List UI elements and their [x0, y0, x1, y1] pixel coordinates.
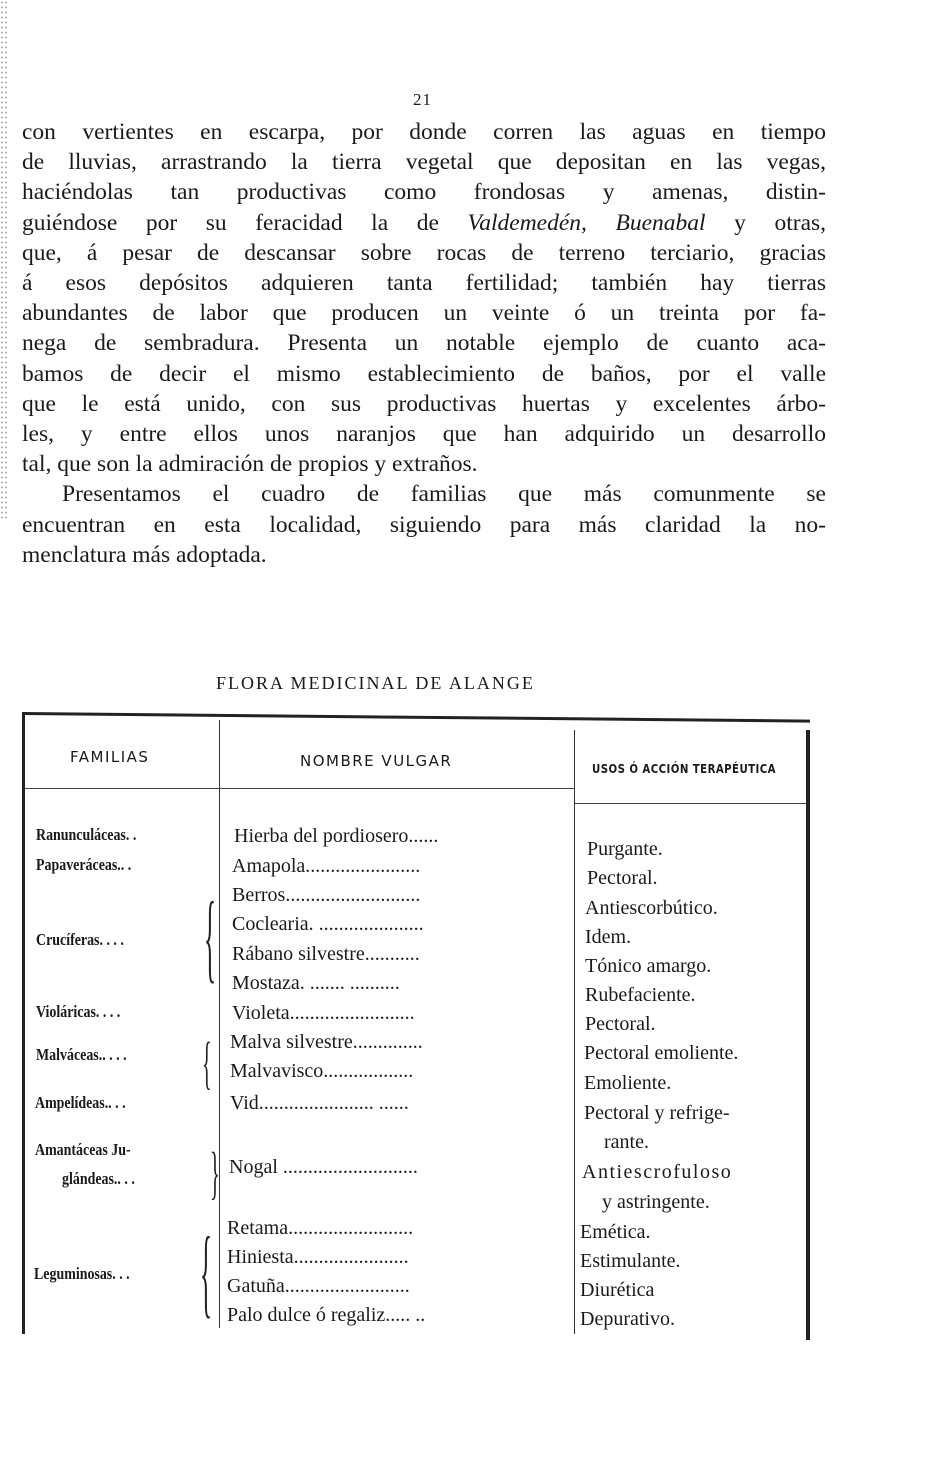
plant-name: Rábano silvestre........... [232, 943, 420, 965]
plant-name: Malvavisco.................. [230, 1060, 414, 1082]
text-line: menclatura más adoptada. [22, 541, 267, 568]
brace-icon: { [204, 881, 216, 992]
plant-name: Hierba del pordiosero...... [234, 825, 439, 847]
plant-name: Amapola....................... [232, 855, 421, 877]
scan-edge-artifact [0, 0, 8, 520]
plant-name: Gatuña......................... [227, 1275, 410, 1297]
family-name: Crucíferas. . . . [36, 930, 124, 949]
text-line: que, á pesar de descansar sobre rocas de terreno terciario, gracias [22, 239, 826, 266]
text-line: les, y entre ellos unos naranjos que han adquirido un desarrollo [22, 421, 826, 448]
plant-use: Estimulante. [580, 1250, 681, 1272]
plant-use: Emética. [580, 1221, 651, 1243]
family-name: Malváceas.. . . . [36, 1045, 127, 1064]
text-line: con vertientes en escarpa, por donde corren las aguas en tiempo [22, 119, 826, 145]
flora-table [22, 712, 810, 1337]
plant-use: Pectoral y refrige- [584, 1102, 730, 1124]
family-name: Amantáceas Ju- [35, 1140, 131, 1159]
text-line: á esos depósitos adquieren tanta fertilidad; también hay tierras [22, 270, 826, 297]
column-divider [219, 720, 220, 1328]
plant-name: Coclearia. ..................... [232, 913, 424, 935]
header-usos: USOS Ó ACCIÓN TERAPÉUTICA [592, 762, 776, 776]
header-divider [575, 803, 806, 804]
header-divider [25, 788, 575, 789]
table-title: FLORA MEDICINAL DE ALANGE [216, 673, 535, 693]
plant-use: Diurética [580, 1279, 655, 1301]
text-line: encuentran en esta localidad, siguiendo para más claridad la no- [22, 511, 826, 538]
plant-name: Hiniesta....................... [227, 1246, 409, 1268]
family-name: Violáricas. . . . [36, 1002, 121, 1021]
plant-name: Violeta......................... [232, 1002, 415, 1024]
plant-use: Emoliente. [584, 1072, 672, 1094]
table-left-border [22, 714, 25, 1334]
plant-name: Malva silvestre.............. [230, 1031, 423, 1053]
plant-use: Depurativo. [580, 1308, 675, 1330]
plant-name: Mostaza. ....... .......... [232, 972, 400, 994]
brace-icon: { [200, 1216, 212, 1327]
text-line: nega de sembradura. Presenta un notable ejemplo de cuanto aca- [22, 330, 826, 357]
page-number: 21 [413, 90, 432, 109]
table-top-border [22, 712, 810, 723]
plant-use: Antiescrofuloso [582, 1161, 733, 1183]
family-name: Ranunculáceas. . [36, 825, 137, 844]
plant-use: Pectoral. [587, 867, 658, 889]
plant-use: Idem. [585, 926, 632, 948]
table-right-border [806, 730, 810, 1340]
plant-name: Palo dulce ó regaliz..... .. [227, 1304, 426, 1326]
column-divider [574, 730, 575, 1334]
family-name: Papaveráceas.. . [36, 855, 132, 874]
family-name-continuation: glándeas.. . . [62, 1169, 135, 1188]
header-familias: FAMILIAS [70, 748, 150, 766]
brace-icon: { [202, 1030, 212, 1095]
text-line: haciéndolas tan productivas como frondosas y amenas, distin- [22, 179, 826, 206]
brace-icon: } [210, 1140, 220, 1205]
plant-use: Antiescorbútico. [585, 897, 718, 919]
plant-name: Berros........................... [232, 884, 421, 906]
plant-name: Retama......................... [227, 1217, 414, 1239]
plant-use: Pectoral emoliente. [584, 1042, 739, 1064]
place-name: Valdemedén, [467, 209, 587, 236]
plant-use: Pectoral. [585, 1013, 656, 1035]
plant-use-continuation: rante. [604, 1131, 649, 1153]
family-name: Ampelídeas.. . . [35, 1093, 126, 1112]
text-line: abundantes de labor que producen un veinte ó un treinta por fa- [22, 300, 826, 327]
family-name: Leguminosas. . . [34, 1264, 130, 1283]
header-nombre-vulgar: NOMBRE VULGAR [300, 752, 453, 770]
text-line: guiéndose por su feracidad la de Valdemedén, Buenabal y otras, [22, 209, 827, 236]
text-line: que le está unido, con sus productivas huertas y excelentes árbo- [22, 390, 826, 417]
plant-use: Purgante. [587, 838, 663, 860]
place-name: Buenabal [615, 209, 706, 236]
text-line: Presentamos el cuadro de familias que más comunmente se [62, 481, 826, 508]
text-line: de lluvias, arrastrando la tierra vegetal que depositan en las vegas, [22, 149, 826, 176]
plant-use: Rubefaciente. [585, 984, 696, 1006]
plant-use-continuation: y astringente. [602, 1191, 710, 1213]
plant-use: Tónico amargo. [585, 955, 712, 977]
text-line: bamos de decir el mismo establecimiento de baños, por el valle [22, 360, 826, 387]
body-text [22, 117, 826, 570]
plant-name: Nogal ........................... [229, 1156, 418, 1178]
text-line: tal, que son la admiración de propios y extraños. [22, 451, 478, 478]
plant-name: Vid....................... ...... [230, 1092, 409, 1114]
